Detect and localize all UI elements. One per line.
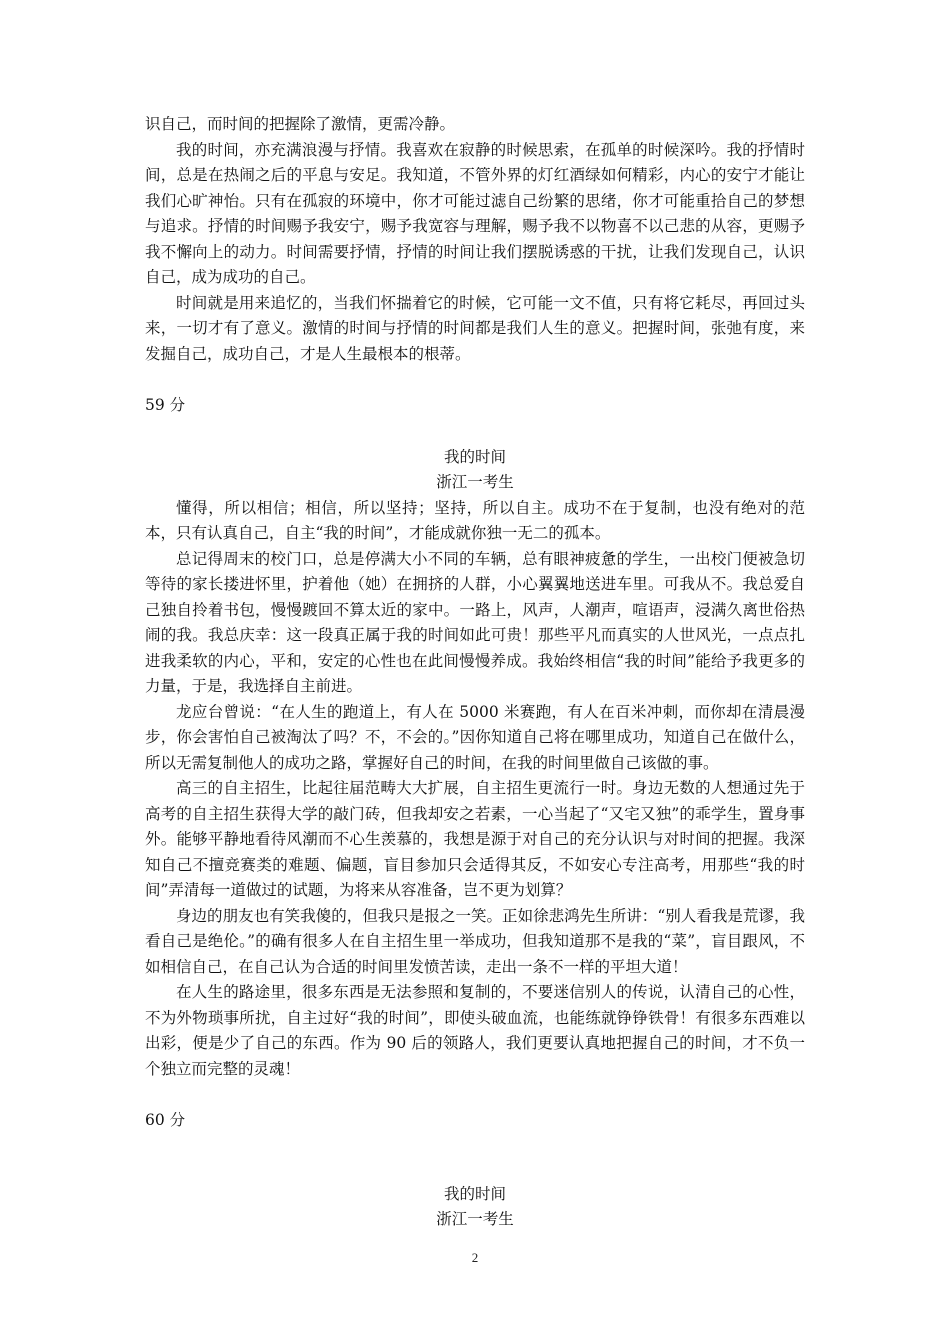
essay-author: 浙江一考生: [436, 473, 514, 491]
score-label-60: 60 分: [145, 1111, 186, 1129]
essay-paragraph-4: 高三的自主招生，比起往届范畴大大扩展，自主招生更流行一时。身边无数的人想通过先于高考的自主招生获得大学的敲门砖，但我却安之若素，一心当起了“又宅又独”的乖学生，置身事外。能够平静地看待风潮而不心生羡慕的，我想是源于对自己的充分认识与对时间的把握。我深知自己不擅竞赛类的难题、偏题，盲目参加只会适得其反，不如安心专注高考，用那些“我的时间”弄清每一道做过的试题，为将来从容准备，岂不更为划算？: [145, 779, 805, 899]
essay-title: 我的时间: [443, 447, 506, 466]
intro-paragraph-2: 我的时间，亦充满浪漫与抒情。我喜欢在寂静的时候思索，在孤单的时候深吟。我的抒情时间，总是在热闹之后的平息与安足。我知道，不管外界的灯红酒绿如何精彩，内心的安宁才能让我们心旷神怡。只有在孤寂的环境中，你才可能过滤自己纷繁的思绪，你才可能重拾自己的梦想与追求。抒情的时间赐予我安宁，赐予我宽容与理解，赐予我不以物喜不以己悲的从容，更赐予我不懈向上的动力。时间需要抒情，抒情的时间让我们摆脱诱惑的干扰，让我们发现自己，认识自己，成为成功的自己。: [145, 140, 805, 286]
essay-title-next: 我的时间: [443, 1184, 506, 1203]
essay-paragraph-3: 龙应台曾说：“在人生的跑道上，有人在 5000 米赛跑，有人在百米冲刺，而你却在清晨漫步，你会害怕自己被淘汰了吗？不，不会的。”因你知道自己将在哪里成功，知道自己在做什么，所以无需复制他人的成功之路，掌握好自己的时间，在我的时间里做自己该做的事。: [145, 702, 805, 772]
intro-paragraph-3: 时间就是用来追忆的，当我们怀揣着它的时候，它可能一文不值，只有将它耗尽，再回过头来，一切才有了意义。激情的时间与抒情的时间都是我们人生的意义。把握时间，张弛有度，来发掘自己，成功自己，才是人生最根本的根蒂。: [145, 293, 805, 363]
essay-paragraph-5: 身边的朋友也有笑我傻的，但我只是报之一笑。正如徐悲鸿先生所讲：“别人看我是荒谬，我看自己是绝伦。”的确有很多人在自主招生里一举成功，但我知道那不是我的“菜”，盲目跟风，不如相信自己，在自己认为合适的时间里发愤苦读，走出一条不一样的平坦大道！: [145, 906, 805, 976]
document-page: [145, 112, 805, 1233]
intro-paragraph-1: 识自己，而时间的把握除了激情，更需冷静。: [145, 115, 456, 133]
page-number: 2: [471, 1250, 479, 1265]
score-label-59: 59 分: [145, 396, 186, 414]
essay-paragraph-2: 总记得周末的校门口，总是停满大小不同的车辆，总有眼神疲惫的学生，一出校门便被急切等待的家长搂进怀里，护着他（她）在拥挤的人群，小心翼翼地送进车里。可我从不。我总爱自己独自拎着书包，慢慢踱回不算太近的家中。一路上，风声，人潮声，喧语声，浸满久离世俗热闹的我。我总庆幸：这一段真正属于我的时间如此可贵！那些平凡而真实的人世风光，一点点扎进我柔软的内心，平和，安定的心性也在此间慢慢养成。我始终相信“我的时间”能给予我更多的力量，于是，我选择自主前进。: [145, 549, 805, 695]
essay-author-next: 浙江一考生: [436, 1210, 514, 1228]
essay-paragraph-1: 懂得，所以相信；相信，所以坚持；坚持，所以自主。成功不在于复制，也没有绝对的范本，只有认真自己，自主“我的时间”，才能成就你独一无二的孤本。: [145, 498, 805, 542]
essay-paragraph-6: 在人生的路途里，很多东西是无法参照和复制的，不要迷信别人的传说，认清自己的心性，不为外物琐事所扰，自主过好“我的时间”，即使头破血流，也能练就铮铮铁骨！有很多东西难以出彩，便是少了自己的东西。作为 90 后的领路人，我们更要认真地把握自己的时间，才不负一个独立而完整的灵魂！: [145, 983, 805, 1078]
